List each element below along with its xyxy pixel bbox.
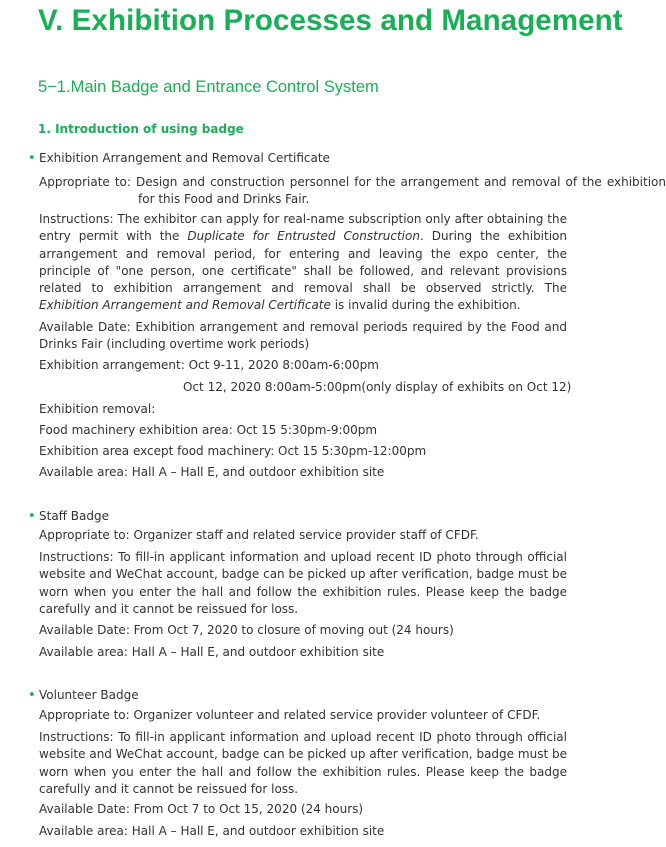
section-title: 5−1.Main Badge and Entrance Control System	[38, 78, 379, 96]
badge-arrangement-removal-certificate	[0, 149, 666, 479]
badge-name: Volunteer Badge	[39, 688, 139, 702]
available-area: Available area: Hall A – Hall E, and outdoor exhibition site	[39, 824, 385, 838]
available-date: Available Date: From Oct 7 to Oct 15, 2020 (24 hours)	[39, 802, 364, 816]
arrangement-schedule-continued: Oct 12, 2020 8:00am-5:00pm(only display of exhibits on Oct 12)	[183, 380, 572, 394]
subsection-title: 1. Introduction of using badge	[38, 122, 244, 136]
removal-schedule-other: Exhibition area except food machinery: Oct 15 5:30pm-12:00pm	[39, 444, 427, 458]
badge-name: Staff Badge	[39, 509, 109, 523]
available-date: Available Date: Exhibition arrangement and removal periods required by the Food and Drinks Fair (including overtime work periods)	[39, 320, 567, 352]
instructions: Instructions: To fill-in applicant information and upload recent ID photo through official website and WeChat account, badge can be picked up after verification, badge must be worn when you enter the hall and follow the exhibition rules. Please keep the badge carefully and it cannot be reissued for loss.	[39, 550, 567, 616]
bullet-icon: •	[28, 509, 36, 524]
available-date: Available Date: From Oct 7, 2020 to closure of moving out (24 hours)	[39, 623, 454, 637]
instructions: Instructions: To fill-in applicant information and upload recent ID photo through official website and WeChat account, badge can be picked up after verification, badge must be worn when you enter the hall and follow the exhibition rules. Please keep the badge carefully and it cannot be reissued for loss.	[39, 730, 567, 796]
instructions	[39, 211, 567, 315]
removal-label: Exhibition removal:	[39, 402, 156, 416]
chapter-title: V. Exhibition Processes and Management	[38, 4, 623, 37]
appropriate-to: Appropriate to: Organizer volunteer and related service provider volunteer of CFDF.	[39, 708, 541, 722]
instructions-text: is invalid during the exhibition.	[330, 298, 521, 313]
badge-staff	[0, 507, 600, 659]
instructions-text: . During the exhibition arrangement and removal period, for entering and leaving the expo center, the principle of "one person, one certificate" shall be followed, and relevant provisions related to exhibition arrangement and removal shall be observed strictly. The	[39, 229, 568, 296]
appropriate-to: Appropriate to: Design and construction personnel for the arrangement and removal of the exhibition for this Food and Drinks Fair.	[39, 175, 666, 207]
instructions-italic: Exhibition Arrangement and Removal Certificate	[39, 298, 331, 313]
bullet-icon: •	[28, 151, 36, 166]
badge-volunteer	[0, 686, 600, 838]
bullet-icon: •	[28, 688, 36, 703]
available-area: Available area: Hall A – Hall E, and outdoor exhibition site	[39, 645, 385, 659]
instructions-italic: Duplicate for Entrusted Construction	[187, 229, 420, 244]
instructions-text: Instructions: The exhibitor can apply for real-name subscription only after obtaining the entry permit with the	[39, 212, 567, 244]
badge-name: Exhibition Arrangement and Removal Certificate	[39, 151, 330, 165]
appropriate-to: Appropriate to: Organizer staff and related service provider staff of CFDF.	[39, 528, 479, 542]
available-area: Available area: Hall A – Hall E, and outdoor exhibition site	[39, 465, 385, 479]
removal-schedule-food-machinery: Food machinery exhibition area: Oct 15 5:30pm-9:00pm	[39, 423, 378, 437]
arrangement-schedule: Exhibition arrangement: Oct 9-11, 2020 8:00am-6:00pm	[39, 358, 379, 372]
